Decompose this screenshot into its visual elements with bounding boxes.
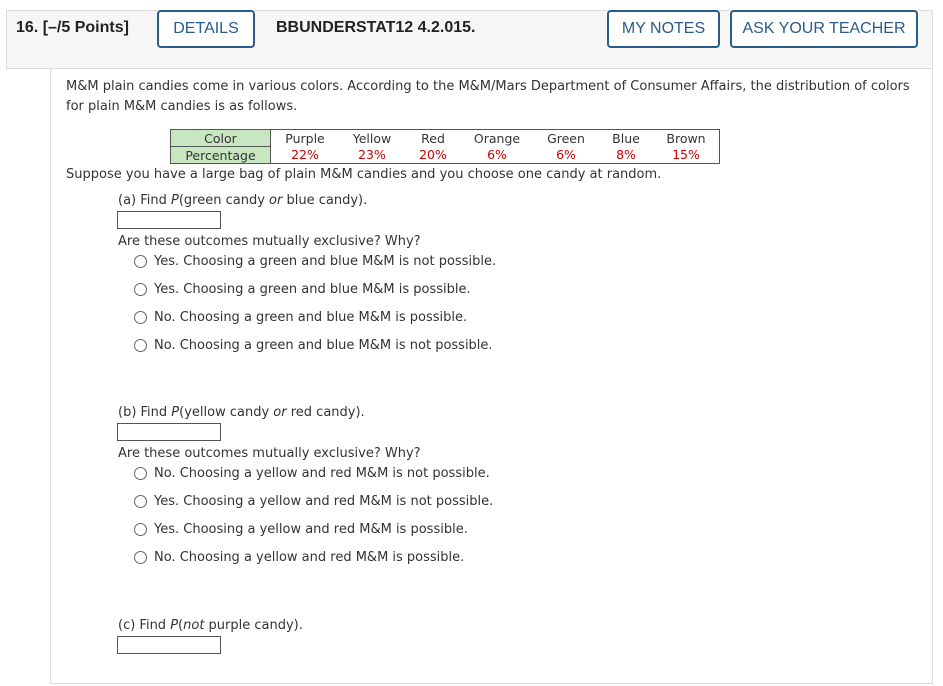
- suppose-text: Suppose you have a large bag of plain M&M candies and you choose one candy at random.: [66, 167, 662, 182]
- part-b-option-3-label: Yes. Choosing a yellow and red M&M is possible.: [154, 522, 468, 537]
- percentage-row-label: Percentage: [171, 147, 271, 164]
- part-b-prompt: (b) Find P(yellow candy or red candy).: [118, 405, 365, 420]
- part-a-option-1-radio[interactable]: [134, 255, 147, 268]
- part-a-option-2-label: Yes. Choosing a green and blue M&M is possible.: [154, 282, 471, 297]
- color-cell: Red: [421, 130, 445, 146]
- part-a-option-3-radio[interactable]: [134, 311, 147, 324]
- part-a-option-2-radio[interactable]: [134, 283, 147, 296]
- part-b-option-1-label: No. Choosing a yellow and red M&M is not possible.: [154, 466, 490, 481]
- color-cell: Orange: [473, 130, 521, 146]
- intro-line-2: for plain M&M candies is as follows.: [66, 99, 298, 114]
- part-b-option-1-radio[interactable]: [134, 467, 147, 480]
- percentage-cell: 22%: [291, 147, 319, 163]
- part-a-option-1-label: Yes. Choosing a green and blue M&M is not possible.: [154, 254, 497, 269]
- part-a-option-4-radio[interactable]: [134, 339, 147, 352]
- part-c-answer-input[interactable]: [117, 636, 221, 654]
- part-b-question: Are these outcomes mutually exclusive? Why?: [118, 446, 421, 461]
- part-a-answer-input[interactable]: [117, 211, 221, 229]
- color-cell: Green: [547, 130, 585, 146]
- part-c-prompt: (c) Find P(not purple candy).: [118, 618, 303, 633]
- my-notes-button[interactable]: MY NOTES: [607, 10, 720, 48]
- part-b-option-2-label: Yes. Choosing a yellow and red M&M is not possible.: [154, 494, 494, 509]
- part-a-option-4-label: No. Choosing a green and blue M&M is not possible.: [154, 338, 493, 353]
- part-b-option-4-label: No. Choosing a yellow and red M&M is possible.: [154, 550, 465, 565]
- color-distribution-table: [170, 129, 720, 164]
- color-cell: Blue: [612, 130, 640, 146]
- part-b-answer-input[interactable]: [117, 423, 221, 441]
- percentage-cell: 20%: [419, 147, 447, 163]
- part-a-prompt: (a) Find P(green candy or blue candy).: [118, 193, 368, 208]
- question-number: 16. [–/5 Points]: [16, 19, 129, 36]
- percentage-cell: 15%: [672, 147, 700, 163]
- part-b-option-2-radio[interactable]: [134, 495, 147, 508]
- part-b-option-4-radio[interactable]: [134, 551, 147, 564]
- intro-line-1: M&M plain candies come in various colors. According to the M&M/Mars Department of Consumer Affairs, the distribution of colors: [66, 79, 910, 94]
- details-button[interactable]: DETAILS: [157, 10, 255, 48]
- part-b-option-3-radio[interactable]: [134, 523, 147, 536]
- color-row-label: Color: [171, 130, 271, 147]
- color-cell: Yellow: [352, 130, 392, 146]
- color-cell: Brown: [666, 130, 706, 146]
- percentage-cell: 23%: [358, 147, 386, 163]
- percentage-cell: 8%: [616, 147, 636, 163]
- question-code: BBUNDERSTAT12 4.2.015.: [276, 19, 476, 36]
- part-a-option-3-label: No. Choosing a green and blue M&M is possible.: [154, 310, 468, 325]
- part-a-question: Are these outcomes mutually exclusive? Why?: [118, 234, 421, 249]
- percentage-cell: 6%: [487, 147, 507, 163]
- percentage-cell: 6%: [556, 147, 576, 163]
- color-cell: Purple: [285, 130, 325, 146]
- ask-teacher-button[interactable]: ASK YOUR TEACHER: [730, 10, 918, 48]
